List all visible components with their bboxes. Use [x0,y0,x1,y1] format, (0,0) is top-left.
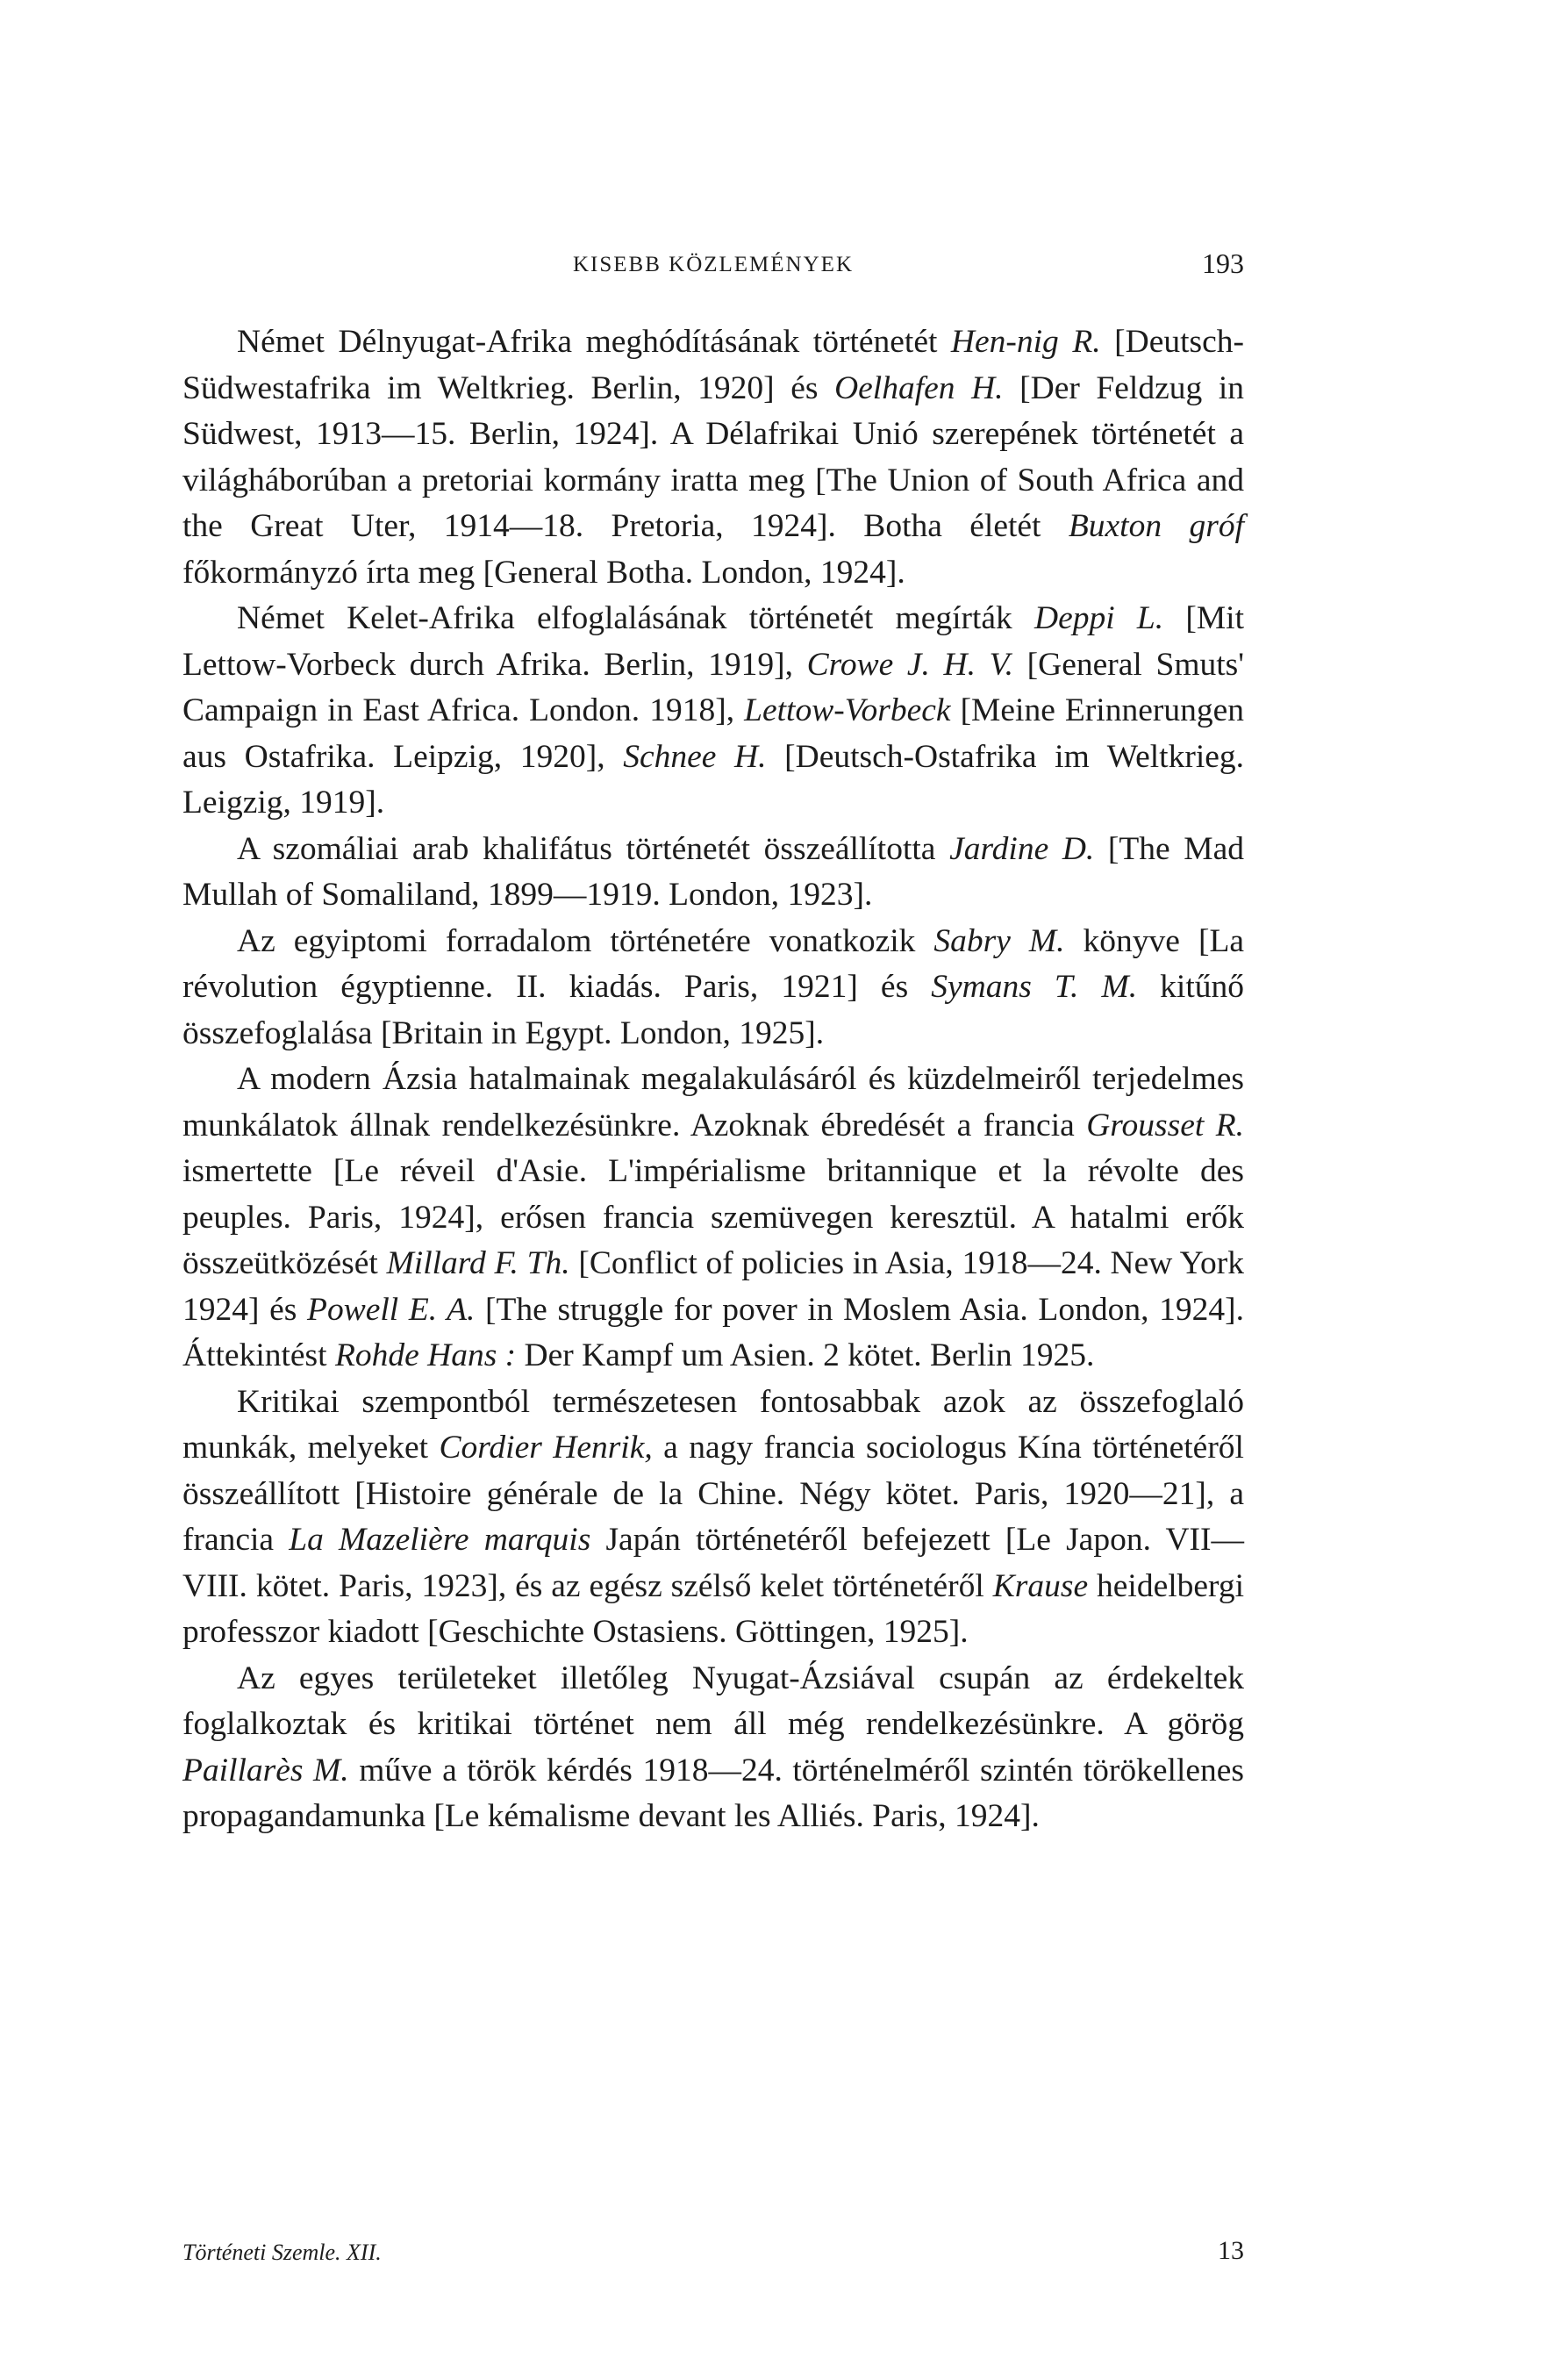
paragraph [182,1380,1244,1656]
author-name: Schnee H. [623,738,767,775]
paragraph [182,596,1244,827]
author-name: Rohde Hans : [334,1337,517,1373]
author-name: Hen-nig R. [950,324,1101,360]
page-header [182,247,1244,283]
text-run: [The Mad Mullah of Somaliland, 1899—1919. London, 1923]. [182,830,1244,913]
running-head: KISEBB KÖZLEMÉNYEK [572,253,854,276]
author-name: Oelhafen H. [834,369,1004,406]
text-run: Az egyiptomi forradalom történetére vonatkozik [237,922,934,959]
text-run: Kritikai szempontból természetesen fontosabbak azok az összefoglaló munkák, melyeket [182,1383,1244,1466]
author-name: Symans T. M. [931,969,1138,1005]
text-run: [General Smuts' Campaign in East Africa. London. 1918], [182,646,1245,728]
text-run: műve a török kérdés 1918—24. történelméről szintén törökellenes propagandamunka [Le kémalisme devant les Alliés. Paris, 1924]. [182,1752,1244,1834]
text-run: [Der Feldzug in Südwest, 1913—15. Berlin, 1924]. A Délafrikai Unió szerepének történetét a világháborúban a pretoriai kormány iratta meg [The Union of South Africa and the Great Uter, 1914—18. Pretoria, 1924]. Botha életét [182,369,1244,544]
text-run: Japán történetéről befejezett [Le Japon. VII—VIII. kötet. Paris, 1923], és az egész szélső kelet történetéről [182,1522,1244,1604]
author-name: Grousset R. [1086,1107,1244,1143]
author-name: Paillarès M. [182,1752,349,1789]
text-run: kitűnő összefoglalása [Britain in Egypt. London, 1925]. [182,969,1244,1051]
journal-title: Történeti Szemle. XII. [182,2240,382,2265]
text-run: [The struggle for pover in Moslem Asia. London, 1924]. Áttekintést [182,1291,1244,1373]
author-name: Deppi L. [1034,600,1164,636]
text-run: [Conflict of policies in Asia, 1918—24. New York 1924] és [182,1245,1244,1328]
text-run: A modern Ázsia hatalmainak megalakulásáról és küzdelmeiről terjedelmes munkálatok állnak rendelkezésünkre. Azoknak ébredését a francia [182,1061,1244,1143]
paragraph [182,1057,1244,1380]
author-name: Powell E. A. [307,1291,476,1328]
text-run: Német Délnyugat-Afrika meghódításának történetét [237,324,951,360]
text-run: Der Kampf um Asien. 2 kötet. Berlin 1925. [516,1337,1095,1373]
text-run: Az egyes területeket illetőleg Nyugat-Ázsiával csupán az érdekeltek foglalkoztak és kritikai történet nem áll még rendelkezésünkre. A görög [182,1660,1244,1742]
author-name: Cordier Henrik, [439,1430,653,1466]
body-text [182,319,1244,1840]
author-name: Sabry M. [933,922,1065,959]
page-footer [182,2236,1244,2275]
text-run: ismertette [Le réveil d'Asie. L'impérialisme britannique et la révolte des peuples. Paris, 1924], erősen francia szemüvegen keresztül. A hatalmi erők összeütközését [182,1153,1244,1281]
paragraph [182,919,1244,1057]
author-name: Millard F. Th. [386,1245,570,1281]
author-name: Buxton gróf [1068,508,1245,544]
author-name: Jardine D. [949,830,1095,867]
author-name: Krause [992,1567,1089,1604]
author-name: Lettow-Vorbeck [744,692,951,728]
text-run: a nagy francia sociologus Kína történetéről összeállított [Histoire générale de la Chine. Négy kötet. Paris, 1920—21], a francia [182,1430,1244,1558]
author-name: La Mazelière marquis [289,1522,591,1558]
text-run: [Meine Erinnerungen aus Ostafrika. Leipzig, 1920], [182,692,1244,775]
page-number: 193 [1202,247,1244,279]
text-run: [Deutsch-Ostafrika im Weltkrieg. Leigzig, 1919]. [182,738,1245,821]
text-run: heidelbergi professzor kiadott [Geschichte Ostasiens. Göttingen, 1925]. [182,1567,1245,1650]
text-run: [Mit Lettow-Vorbeck durch Afrika. Berlin, 1919], [182,600,1245,683]
text-run: A szomáliai arab khalifátus történetét összeállította [237,830,950,867]
sheet-signature: 13 [1218,2236,1244,2265]
text-run: [Deutsch-Südwestafrika im Weltkrieg. Berlin, 1920] és [182,324,1245,406]
text-run: főkormányzó írta meg [General Botha. London, 1924]. [182,554,905,591]
paragraph [182,1656,1244,1840]
author-name: Crowe J. H. V. [806,646,1014,683]
paragraph [182,827,1244,919]
text-run: Német Kelet-Afrika elfoglalásának történetét megírták [237,600,1035,636]
paragraph [182,319,1244,596]
text-run: könyve [La révolution égyptienne. II. kiadás. Paris, 1921] és [182,922,1244,1005]
